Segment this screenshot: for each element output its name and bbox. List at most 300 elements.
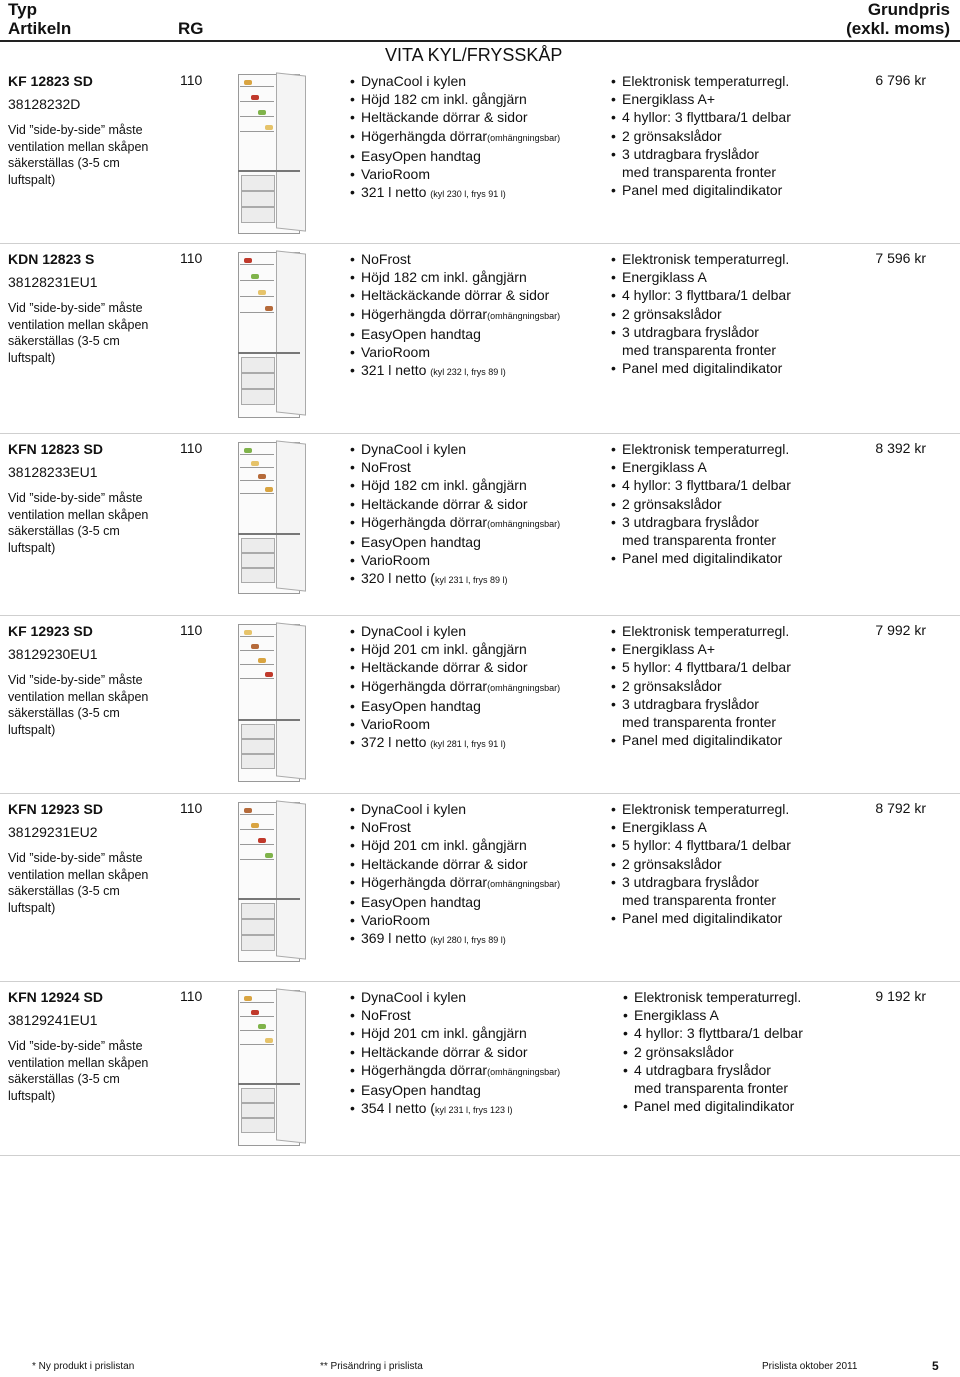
bullet-icon: •: [350, 641, 355, 658]
fridge-shelf: [240, 116, 274, 117]
bullet-icon: •: [350, 570, 355, 587]
fridge-food-item: [251, 823, 259, 828]
bullet-icon: •: [350, 819, 355, 836]
bullet-icon: •: [611, 145, 616, 162]
freezer-drawer: [241, 568, 275, 583]
freezer-drawer: [241, 724, 275, 739]
feature-text: 4 utdragbara fryslådor: [634, 1061, 771, 1078]
feature-list: [350, 250, 605, 381]
fridge-food-item: [265, 306, 273, 311]
feature-list: [611, 800, 846, 927]
feature-text: 2 grönsakslådor: [622, 305, 722, 322]
price-value: 8 392 kr: [875, 440, 926, 456]
feature-text: 2 grönsakslådor: [634, 1043, 734, 1060]
bullet-icon: •: [623, 1098, 628, 1115]
fridge-shelf: [240, 844, 274, 845]
feature-text: Energiklass A: [622, 459, 707, 476]
feature-text: Höjd 182 cm inkl. gångjärn: [361, 477, 527, 494]
freezer-drawer: [241, 553, 275, 568]
feature-text: EasyOpen handtag: [361, 325, 481, 342]
fridge-door: [276, 988, 306, 1143]
features-left: [350, 250, 605, 381]
feature-text: DynaCool i kylen: [361, 73, 467, 89]
feature-item: [350, 677, 605, 697]
feature-item: [611, 731, 846, 749]
feature-text: 2 grönsakslådor: [622, 855, 722, 872]
fridge-food-item: [244, 630, 252, 635]
model-cell: [8, 250, 168, 366]
feature-item: [350, 183, 605, 203]
bullet-icon: •: [611, 182, 616, 199]
feature-item: [350, 911, 605, 929]
feature-list: [611, 622, 846, 749]
bullet-icon: •: [350, 1100, 355, 1117]
feature-item: [350, 873, 605, 893]
freezer-drawer: [241, 1118, 275, 1133]
feature-item: [611, 513, 846, 531]
feature-text: 4 hyllor: 3 flyttbara/1 delbar: [622, 287, 791, 304]
feature-item: [611, 163, 846, 181]
feature-item: [611, 891, 846, 909]
feature-item: [611, 855, 846, 873]
feature-text: Höjd 201 cm inkl. gångjärn: [361, 1025, 527, 1042]
fridge-food-item: [244, 258, 252, 263]
fridge-shelf: [240, 650, 274, 651]
fridge-shelf: [240, 1002, 274, 1003]
bullet-icon: •: [350, 459, 355, 476]
feature-item: [350, 551, 605, 569]
section-title: VITA KYL/FRYSSKÅP: [385, 45, 563, 65]
feature-text: 5 hyllor: 4 flyttbara/1 delbar: [622, 837, 791, 854]
fridge-food-item: [258, 838, 266, 843]
fridge-shelf: [240, 296, 274, 297]
feature-text: NoFrost: [361, 459, 411, 476]
feature-item: [350, 818, 605, 836]
feature-item: [350, 1081, 605, 1099]
fridge-illustration: [232, 246, 308, 420]
fridge-food-item: [244, 808, 252, 813]
feature-item: [350, 250, 605, 268]
bullet-icon: •: [350, 697, 355, 714]
product-row: [0, 988, 960, 1156]
feature-item: [350, 988, 605, 1006]
freezer-drawer: [241, 191, 275, 207]
feature-item: [611, 531, 846, 549]
feature-text: Panel med digitalindikator: [622, 182, 783, 199]
feature-item: [350, 127, 605, 147]
feature-item: [350, 147, 605, 165]
article-number: 38129231EU2: [8, 824, 98, 840]
feature-text: med transparenta fronter: [622, 892, 777, 909]
page-footer: [0, 1357, 960, 1377]
feature-detail: (omhängningsbar): [487, 878, 561, 889]
feature-item: [611, 181, 846, 199]
fridge-food-item: [251, 274, 259, 279]
bullet-icon: •: [350, 477, 355, 494]
feature-text: EasyOpen handtag: [361, 697, 481, 714]
article-number: 38129230EU1: [8, 646, 98, 662]
feature-item: [350, 325, 605, 343]
fridge-illustration: [232, 618, 308, 784]
rg-value: 110: [180, 988, 203, 1004]
bullet-icon: •: [350, 677, 355, 694]
features-left: [350, 988, 605, 1119]
bullet-icon: •: [611, 323, 616, 340]
feature-item: [611, 108, 846, 126]
feature-text: VarioRoom: [361, 912, 430, 929]
feature-detail: kyl 231 l, frys 123 l): [434, 1105, 513, 1116]
feature-item: [350, 305, 605, 325]
product-row: [0, 72, 960, 244]
feature-text: Höjd 182 cm inkl. gångjärn: [361, 269, 527, 286]
header-article-label: Artikeln: [8, 19, 72, 38]
bullet-icon: •: [350, 1043, 355, 1060]
feature-item: [350, 836, 605, 854]
freezer-drawer: [241, 1088, 275, 1103]
feature-text: 372 l netto: [361, 734, 431, 751]
feature-text: 3 utdragbara fryslådor: [622, 145, 759, 162]
freezer-drawer: [241, 739, 275, 754]
freezer-drawer: [241, 357, 275, 373]
price-value: 7 596 kr: [875, 250, 926, 266]
fridge-shelf: [240, 678, 274, 679]
page-number: 5: [932, 1359, 939, 1373]
product-row: [0, 440, 960, 616]
feature-detail: (omhängningsbar): [487, 132, 561, 143]
features-right: [611, 622, 846, 749]
feature-text: Högerhängda dörrar: [361, 1061, 488, 1078]
bullet-icon: •: [350, 184, 355, 201]
feature-detail: (omhängningsbar): [487, 310, 561, 321]
feature-text: Elektronisk temperaturregl.: [622, 441, 790, 457]
bullet-icon: •: [611, 287, 616, 304]
bullet-icon: •: [611, 305, 616, 322]
model-name: KF 12823 SD: [8, 73, 93, 89]
feature-text: Högerhängda dörrar: [361, 305, 488, 322]
bullet-icon: •: [350, 989, 355, 1005]
row-divider: [0, 1155, 960, 1156]
bullet-icon: •: [350, 801, 355, 817]
bullet-icon: •: [611, 659, 616, 676]
freezer-drawer: [241, 207, 275, 223]
feature-text: NoFrost: [361, 1007, 411, 1024]
feature-list: [611, 440, 846, 567]
feature-item: [350, 1043, 605, 1061]
bullet-icon: •: [350, 166, 355, 183]
feature-item: [623, 1079, 858, 1097]
feature-item: [350, 1024, 605, 1042]
bullet-icon: •: [350, 73, 355, 89]
fridge-shelf: [240, 829, 274, 830]
fridge-illustration: [232, 436, 308, 596]
rg-value: 110: [180, 250, 203, 266]
feature-text: Energiklass A: [622, 269, 707, 286]
fridge-food-item: [265, 487, 273, 492]
bullet-icon: •: [611, 732, 616, 749]
footer-new-product-note: * Ny produkt i prislistan: [32, 1361, 135, 1372]
fridge-freezer-divider: [238, 719, 300, 721]
bullet-icon: •: [350, 734, 355, 751]
product-image: [232, 68, 332, 236]
bullet-icon: •: [623, 1043, 628, 1060]
feature-text: Högerhängda dörrar: [361, 677, 488, 694]
feature-text: 3 utdragbara fryslådor: [622, 873, 759, 890]
feature-text: Elektronisk temperaturregl.: [622, 251, 790, 267]
bullet-icon: •: [350, 269, 355, 286]
article-number: 38128231EU1: [8, 274, 98, 290]
side-by-side-note: Vid ”side-by-side” måste ventilation mellan skåpen säkerställas (3-5 cm luftspalt): [8, 301, 149, 365]
bullet-icon: •: [350, 1025, 355, 1042]
bullet-icon: •: [611, 695, 616, 712]
feature-text: DynaCool i kylen: [361, 623, 467, 639]
feature-list: [611, 250, 846, 377]
fridge-shelf: [240, 312, 274, 313]
bullet-icon: •: [623, 1007, 628, 1024]
feature-text: EasyOpen handtag: [361, 1082, 481, 1099]
feature-text: med transparenta fronter: [622, 532, 777, 549]
footer-price-change-note: ** Prisändring i prislista: [320, 1361, 423, 1372]
feature-text: DynaCool i kylen: [361, 801, 467, 817]
bullet-icon: •: [350, 1007, 355, 1024]
bullet-icon: •: [350, 534, 355, 551]
feature-item: [350, 622, 605, 640]
feature-item: [611, 90, 846, 108]
footer-pricelist-label: Prislista oktober 2011: [762, 1361, 858, 1372]
features-right: [611, 72, 846, 199]
header-rg-label: RG: [178, 19, 204, 38]
feature-item: [350, 361, 605, 381]
bullet-icon: •: [350, 930, 355, 947]
fridge-shelf: [240, 664, 274, 665]
feature-text: 321 l netto: [361, 184, 431, 201]
header-price-sublabel: (exkl. moms): [846, 19, 950, 38]
feature-item: [611, 72, 846, 90]
feature-text: Höjd 182 cm inkl. gångjärn: [361, 91, 527, 108]
bullet-icon: •: [611, 251, 616, 267]
feature-detail: (kyl 281 l, frys 91 l): [430, 739, 506, 750]
feature-text: DynaCool i kylen: [361, 441, 467, 457]
feature-item: [350, 893, 605, 911]
feature-item: [350, 458, 605, 476]
product-row: [0, 800, 960, 982]
feature-item: [611, 145, 846, 163]
feature-item: [623, 1043, 858, 1061]
feature-item: [350, 440, 605, 458]
feature-text: Höjd 201 cm inkl. gångjärn: [361, 837, 527, 854]
fridge-shelf: [240, 814, 274, 815]
fridge-food-item: [244, 80, 252, 85]
fridge-shelf: [240, 280, 274, 281]
feature-text: Elektronisk temperaturregl.: [622, 73, 790, 89]
header-divider: [0, 40, 960, 42]
bullet-icon: •: [611, 910, 616, 927]
fridge-freezer-divider: [238, 170, 300, 172]
fridge-food-item: [258, 474, 266, 479]
features-left: [350, 800, 605, 950]
feature-item: [611, 836, 846, 854]
feature-text: Energiklass A+: [622, 641, 715, 658]
fridge-door: [276, 622, 306, 779]
features-right: [611, 800, 846, 927]
bullet-icon: •: [350, 344, 355, 361]
fridge-food-item: [244, 448, 252, 453]
bullet-icon: •: [350, 147, 355, 164]
bullet-icon: •: [350, 837, 355, 854]
feature-item: [350, 72, 605, 90]
fridge-food-item: [258, 658, 266, 663]
feature-text: 4 hyllor: 3 flyttbara/1 delbar: [622, 477, 791, 494]
feature-list: [350, 72, 605, 203]
fridge-shelf: [240, 467, 274, 468]
feature-item: [350, 108, 605, 126]
bullet-icon: •: [611, 459, 616, 476]
side-by-side-note: Vid ”side-by-side” måste ventilation mellan skåpen säkerställas (3-5 cm luftspalt): [8, 673, 149, 737]
feature-list: [350, 622, 605, 753]
fridge-freezer-divider: [238, 352, 300, 354]
feature-item: [611, 677, 846, 695]
bullet-icon: •: [611, 855, 616, 872]
bullet-icon: •: [350, 1082, 355, 1099]
feature-text: 369 l netto: [361, 930, 431, 947]
feature-text: 4 hyllor: 3 flyttbara/1 delbar: [622, 109, 791, 126]
feature-list: [350, 988, 605, 1119]
product-image: [232, 796, 332, 964]
model-name: KFN 12823 SD: [8, 441, 103, 457]
fridge-freezer-divider: [238, 533, 300, 535]
feature-text: Heltäckande dörrar & sidor: [361, 855, 528, 872]
feature-item: [350, 1061, 605, 1081]
feature-item: [611, 909, 846, 927]
bullet-icon: •: [350, 495, 355, 512]
bullet-icon: •: [350, 109, 355, 126]
product-image: [232, 246, 332, 420]
bullet-icon: •: [350, 325, 355, 342]
model-cell: [8, 72, 168, 188]
feature-item: [350, 533, 605, 551]
feature-text: med transparenta fronter: [622, 164, 777, 181]
feature-item: [611, 268, 846, 286]
bullet-icon: •: [611, 837, 616, 854]
feature-item: [611, 250, 846, 268]
bullet-icon: •: [350, 513, 355, 530]
feature-text: 3 utdragbara fryslådor: [622, 513, 759, 530]
bullet-icon: •: [611, 91, 616, 108]
article-number: 38129241EU1: [8, 1012, 98, 1028]
fridge-food-item: [265, 672, 273, 677]
fridge-shelf: [240, 86, 274, 87]
bullet-icon: •: [611, 819, 616, 836]
feature-text: Heltäckande dörrar & sidor: [361, 495, 528, 512]
features-right: [623, 988, 858, 1115]
feature-text: Elektronisk temperaturregl.: [622, 623, 790, 639]
feature-text: EasyOpen handtag: [361, 534, 481, 551]
bullet-icon: •: [611, 550, 616, 567]
bullet-icon: •: [350, 441, 355, 457]
price-value: 6 796 kr: [875, 72, 926, 88]
feature-item: [350, 513, 605, 533]
feature-text: NoFrost: [361, 819, 411, 836]
bullet-icon: •: [611, 641, 616, 658]
feature-text: 3 utdragbara fryslådor: [622, 695, 759, 712]
feature-text: Panel med digitalindikator: [634, 1098, 795, 1115]
feature-text: Elektronisk temperaturregl.: [622, 801, 790, 817]
bullet-icon: •: [611, 360, 616, 377]
feature-detail: (omhängningsbar): [487, 518, 561, 529]
fridge-shelf: [240, 264, 274, 265]
freezer-drawer: [241, 373, 275, 389]
bullet-icon: •: [623, 1025, 628, 1042]
fridge-shelf: [240, 1016, 274, 1017]
price-value: 8 792 kr: [875, 800, 926, 816]
feature-list: [350, 800, 605, 950]
bullet-icon: •: [350, 912, 355, 929]
bullet-icon: •: [350, 716, 355, 733]
bullet-icon: •: [350, 287, 355, 304]
feature-text: 2 grönsakslådor: [622, 127, 722, 144]
model-name: KFN 12924 SD: [8, 989, 103, 1005]
feature-text: med transparenta fronter: [622, 714, 777, 731]
bullet-icon: •: [623, 989, 628, 1005]
price-value: 9 192 kr: [875, 988, 926, 1004]
fridge-food-item: [244, 996, 252, 1001]
model-cell: [8, 440, 168, 556]
bullet-icon: •: [350, 894, 355, 911]
feature-text: 4 hyllor: 3 flyttbara/1 delbar: [634, 1025, 803, 1042]
features-left: [350, 72, 605, 203]
fridge-food-item: [265, 1038, 273, 1043]
bullet-icon: •: [350, 251, 355, 267]
product-image: [232, 436, 332, 596]
bullet-icon: •: [350, 659, 355, 676]
feature-item: [611, 476, 846, 494]
feature-item: [611, 658, 846, 676]
feature-detail: (omhängningsbar): [487, 1066, 561, 1077]
feature-detail: (kyl 232 l, frys 89 l): [430, 367, 506, 378]
bullet-icon: •: [611, 513, 616, 530]
fridge-shelf: [240, 859, 274, 860]
price-value: 7 992 kr: [875, 622, 926, 638]
feature-item: [350, 165, 605, 183]
feature-text: Heltäckande dörrar & sidor: [361, 659, 528, 676]
feature-item: [350, 800, 605, 818]
feature-item: [611, 640, 846, 658]
features-left: [350, 622, 605, 753]
fridge-shelf: [240, 636, 274, 637]
feature-text: 3 utdragbara fryslådor: [622, 323, 759, 340]
feature-text: 320 l netto (: [361, 570, 435, 587]
feature-item: [350, 658, 605, 676]
feature-item: [611, 873, 846, 891]
fridge-shelf: [240, 1044, 274, 1045]
article-number: 38128233EU1: [8, 464, 98, 480]
bullet-icon: •: [350, 127, 355, 144]
feature-item: [350, 495, 605, 513]
fridge-door: [276, 250, 306, 415]
feature-item: [611, 549, 846, 567]
model-name: KF 12923 SD: [8, 623, 93, 639]
bullet-icon: •: [611, 873, 616, 890]
header-price-label: Grundpris: [867, 0, 950, 19]
feature-text: EasyOpen handtag: [361, 894, 481, 911]
fridge-illustration: [232, 68, 308, 236]
feature-text: Högerhängda dörrar: [361, 127, 488, 144]
product-image: [232, 618, 332, 784]
feature-list: [350, 440, 605, 590]
feature-item: [611, 305, 846, 323]
bullet-icon: •: [611, 127, 616, 144]
feature-item: [611, 127, 846, 145]
feature-text: 5 hyllor: 4 flyttbara/1 delbar: [622, 659, 791, 676]
